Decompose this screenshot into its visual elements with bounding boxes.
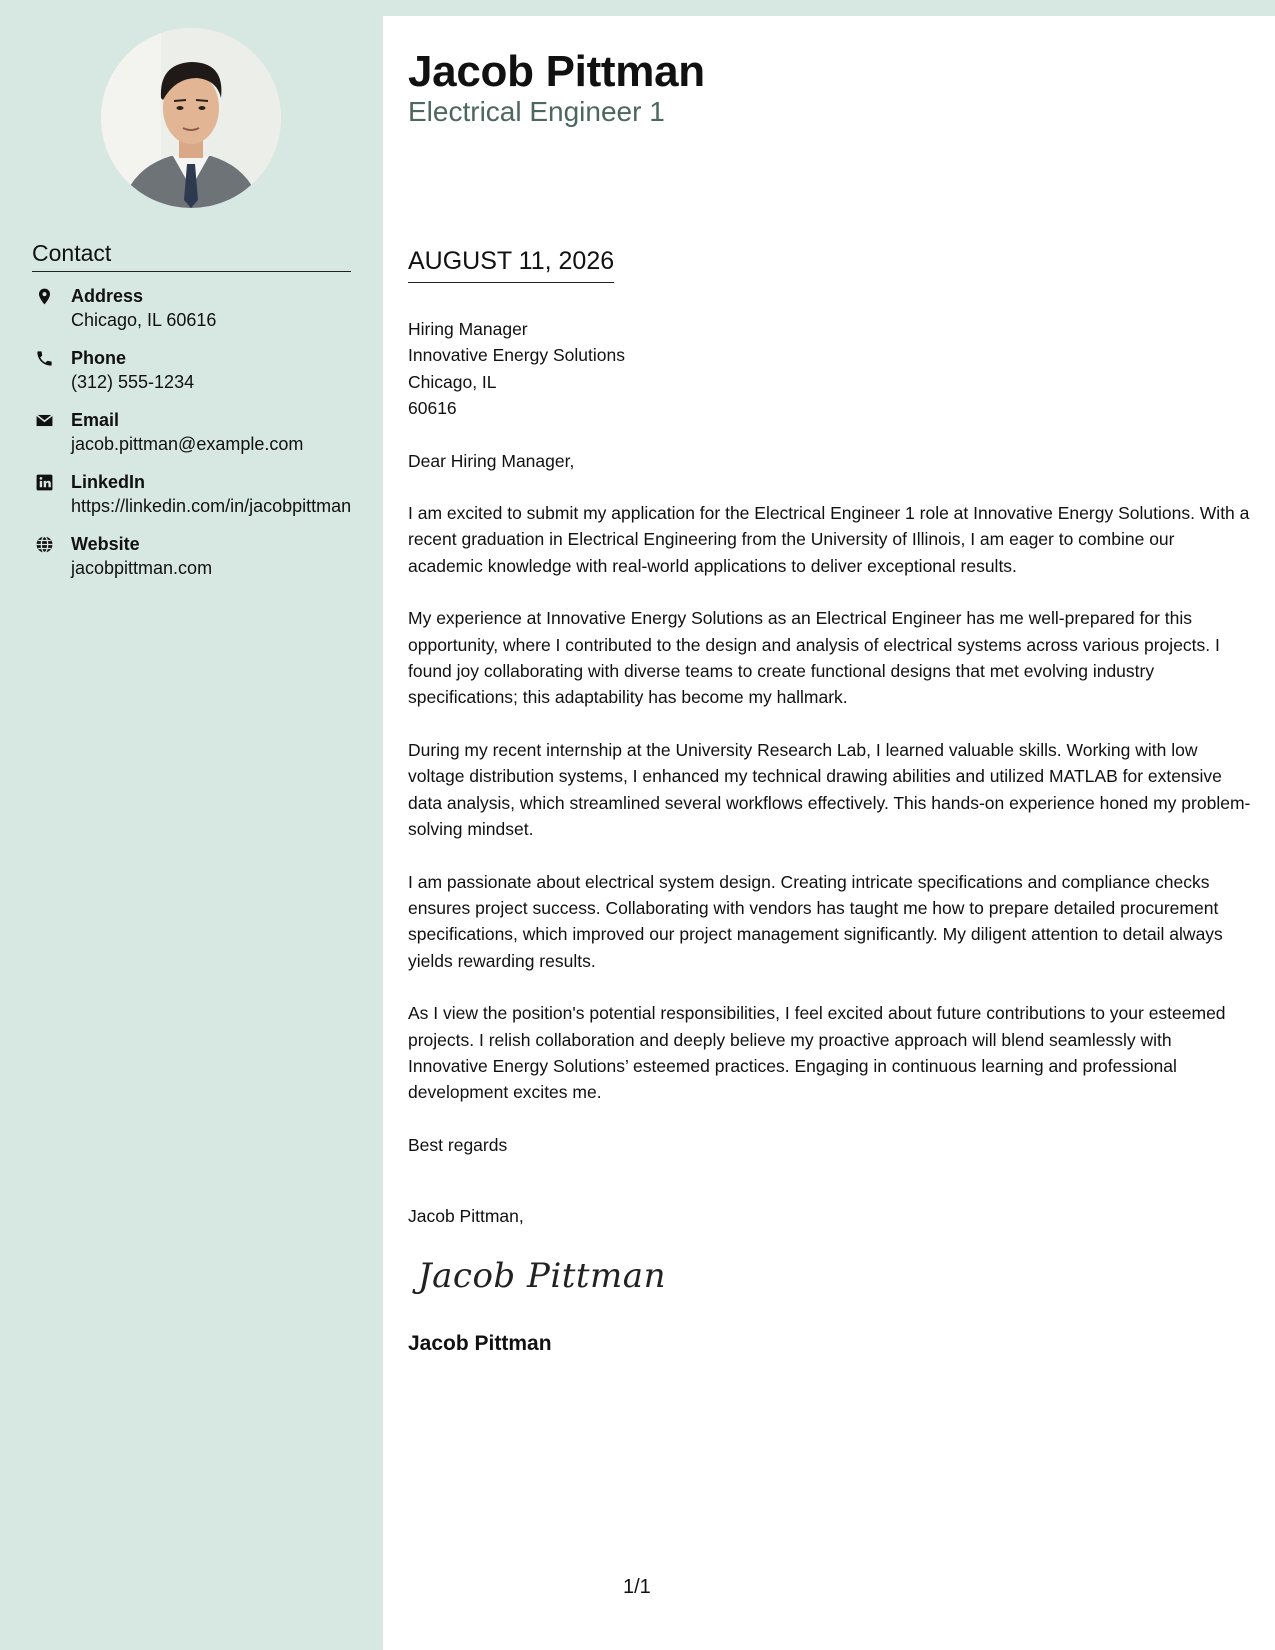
recipient-line: 60616 xyxy=(408,398,457,419)
contact-list xyxy=(32,284,352,594)
contact-value: (312) 555-1234 xyxy=(71,372,195,392)
signoff: Jacob Pittman, xyxy=(408,1206,524,1226)
contact-value[interactable]: https://linkedin.com/in/jacobpittman xyxy=(71,496,352,516)
page-number: 1/1 xyxy=(623,1576,651,1598)
contact-label: LinkedIn xyxy=(71,472,146,492)
candidate-name: Jacob Pittman xyxy=(408,47,705,96)
salutation: Dear Hiring Manager, xyxy=(408,450,575,471)
contact-item-website xyxy=(32,532,352,580)
contact-heading: Contact xyxy=(32,240,351,272)
contact-label: Address xyxy=(71,286,144,306)
signature-name: Jacob Pittman xyxy=(408,1332,552,1355)
letter-main xyxy=(383,16,1275,1650)
envelope-icon xyxy=(35,411,54,430)
linkedin-icon xyxy=(35,473,54,492)
recipient-line: Chicago, IL xyxy=(408,371,497,392)
location-pin-icon xyxy=(35,287,54,306)
phone-icon xyxy=(35,349,54,368)
globe-icon xyxy=(35,535,54,554)
letter-paragraph: My experience at Innovative Energy Solutions as an Electrical Engineer has me well-prepared for this opportunity, where I contributed to the design and analysis of electrical systems across various projects. I found joy collaborating with diverse teams to create functional designs that met evolving industry specifications; this adaptability has become my hallmark. xyxy=(408,608,1220,708)
closing: Best regards xyxy=(408,1134,508,1155)
contact-label: Phone xyxy=(71,348,127,368)
contact-item-email xyxy=(32,408,352,456)
recipient-line: Hiring Manager xyxy=(408,319,528,339)
contact-item-address xyxy=(32,284,352,332)
letter-date: AUGUST 11, 2026 xyxy=(408,244,614,283)
contact-value[interactable]: jacob.pittman@example.com xyxy=(71,434,304,454)
letter-paragraph: I am passionate about electrical system design. Creating intricate specifications and compliance checks ensures project success. Collaborating with vendors has taught me how to prepare detailed procurement specifications, which improved our project management significantly. My diligent attention to detail always yields rewarding results. xyxy=(408,871,1223,971)
recipient-line: Innovative Energy Solutions xyxy=(408,345,625,366)
candidate-title: Electrical Engineer 1 xyxy=(408,96,665,127)
contact-item-phone xyxy=(32,346,352,394)
handwritten-signature: Jacob Pittman xyxy=(418,1256,666,1296)
contact-item-linkedin xyxy=(32,470,352,518)
letter-paragraph: I am excited to submit my application for the Electrical Engineer 1 role at Innovative Energy Solutions. With a recent graduation in Electrical Engineering from the University of Illinois, I am eager to combine our academic knowledge with real-world applications to deliver exceptional results. xyxy=(408,503,1250,576)
recipient-block xyxy=(408,316,1253,422)
letter-body xyxy=(408,316,1253,1158)
letter-paragraph: During my recent internship at the University Research Lab, I learned valuable skills. Working with low voltage distribution systems, I enhanced my technical drawing abilities and utilized MATLAB for extensive data analysis, which streamlined several workflows effectively. This hands-on experience honed my problem-solving mindset. xyxy=(408,739,1251,840)
contact-label: Email xyxy=(71,410,120,430)
contact-value[interactable]: jacobpittman.com xyxy=(71,558,213,578)
contact-value: Chicago, IL 60616 xyxy=(71,310,217,330)
profile-photo-image xyxy=(101,28,281,208)
profile-photo xyxy=(101,28,281,208)
sidebar xyxy=(0,0,383,1650)
contact-label: Website xyxy=(71,534,140,554)
letter-paragraph: As I view the position's potential responsibilities, I feel excited about future contributions to your esteemed projects. I relish collaboration and deeply believe my proactive approach will blend seamlessly with Innovative Energy Solutions’ esteemed practices. Engaging in continuous learning and professional development excites me. xyxy=(408,1003,1226,1103)
